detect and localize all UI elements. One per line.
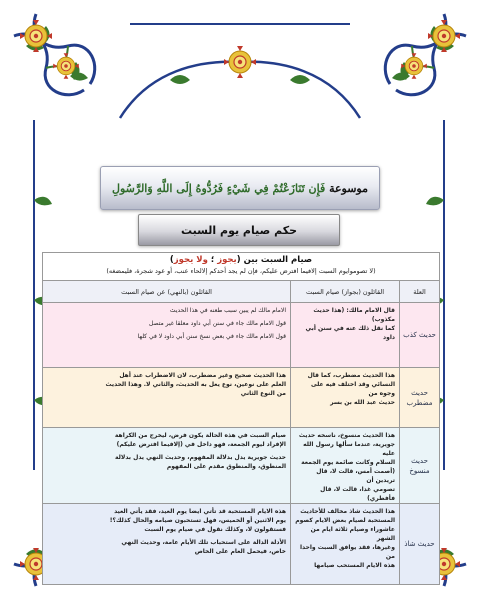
forbid-line: الأدلة الدالة على استحباب تلك الأيام عامة، وحديث النهي <box>121 539 286 546</box>
forbid-line: حديث جويرية يدل بدلالة المفهوم، وحديث النهي يدل بدلالة <box>114 454 286 461</box>
allow-line: هذا الحديث منسوخ، ناسخه حديث <box>298 432 395 439</box>
title-text <box>112 182 368 195</box>
table-heading <box>43 253 439 281</box>
allow-line: حديث عبد الله بن بسر <box>330 399 395 406</box>
forbid-cell <box>43 428 290 503</box>
row-reason: حديث كذب <box>399 303 439 367</box>
allow-line: جويرية، عندما سألها رسول الله عليه <box>303 441 395 457</box>
allow-line: وغيرها، فقد يوافق السبت واحدا من <box>299 544 395 560</box>
allow-line: المستحبة لصيام بعض الايام كصوم <box>295 517 395 524</box>
forbid-line: من النوع الثاني <box>240 390 286 397</box>
forbidden-word: ولا يجوز <box>173 255 208 265</box>
table-row <box>43 428 439 504</box>
allow-line: قال الامام مالك: (هذا حديث مكذوب) <box>313 307 395 323</box>
allow-line: كما نقل ذلك عنه في سنن أبي داود <box>305 325 395 341</box>
title-separator: ؛ <box>207 255 218 265</box>
table-title <box>43 253 439 266</box>
forbid-cell <box>43 303 290 367</box>
forbid-line: المنطوق، والمنطوق مقدم على المفهوم <box>166 463 286 470</box>
subtitle-banner <box>138 214 340 246</box>
title-banner <box>100 166 380 210</box>
col-allow: القائلون (بجواز) صيام السبت <box>290 281 399 302</box>
forbid-line: هذا الحديث صحيح وغير مضطرب، لان الاضطراب عند أهل <box>119 372 286 379</box>
hadith-text: (لا تصوموايوم السبت إلافيما افترض عليكم، فإن لم يجد أحدكم إلالحاء عنب، أو عود شجرة، فليمضغه) <box>106 267 376 275</box>
allow-line: عاشوراء وصيام ثلاثة ايام من الشهر <box>310 526 395 542</box>
allow-line: النسائي وقد اختلف فيه على وجوه من <box>311 381 395 397</box>
column-headers <box>43 281 439 303</box>
title-close: ) <box>169 255 174 265</box>
allow-cell <box>290 504 399 584</box>
allow-cell <box>290 428 399 503</box>
forbid-line: قول الامام مالك جاء في بعض نسخ سنن أبي داود لا في كلها <box>137 333 286 340</box>
allowed-word: يجوز <box>217 255 237 265</box>
allow-line: هذا الحديث مضطرب، كما قال <box>307 372 395 379</box>
title-part: صيام السبت بين ( <box>236 255 313 265</box>
allow-cell <box>290 303 399 367</box>
allow-line: هذا الحديث شاذ مخالف للأحاديث <box>300 508 395 515</box>
forbid-line: يوم الاثنين أو الخميس، فهل تستحبون صيامه والحال كذلك؟! <box>109 517 286 524</box>
table-row <box>43 368 439 428</box>
forbid-line: العلم على نوعين، نوع يعل به الحديث، والثاني لا. وهذا الحديث <box>105 381 286 388</box>
forbid-line: قول الامام مالك جاء في سنن أبي داود معلقا غير متصل <box>148 320 286 327</box>
forbid-line: صيام السبت في هذه الحالة يكون فرض، ليخرج من الكراهة <box>114 432 286 439</box>
forbid-line: خاص، فيحمل العام على الخاص <box>194 548 286 555</box>
forbid-line: فستقولون لا، وكذلك نقول في صيام يوم السبت <box>144 526 286 533</box>
forbid-cell <box>43 368 290 427</box>
forbid-line: الامام مالك لم يبين سبب طعنه في هذا الحديث <box>169 307 286 314</box>
allow-line: السلام وكانت صائمة يوم الجمعة <box>301 459 395 466</box>
table-row <box>43 303 439 368</box>
row-reason: حديث منسوخ <box>399 428 439 503</box>
table-row <box>43 504 439 584</box>
subtitle-text: حكم صيام يوم السبت <box>180 223 298 237</box>
row-reason: حديث شاذ <box>399 504 439 584</box>
comparison-table <box>42 252 440 585</box>
allow-line: تصومي غدا، قالت لا، قال فأفطري) <box>320 486 395 502</box>
allow-cell <box>290 368 399 427</box>
forbid-cell <box>43 504 290 584</box>
col-reason: العلة <box>399 281 439 302</box>
allow-line: هذه الايام المستحب صيامها <box>314 562 395 569</box>
quran-verse: فَإِن تَنَازَعْتُمْ فِي شَيْءٍ فَرُدُّوهُ إِلَى اللَّهِ وَالرَّسُولِ <box>111 181 326 195</box>
title-prefix: موسوعة <box>329 181 368 195</box>
row-reason: حديث مضطرب <box>399 368 439 427</box>
forbid-line: هذه الايام المستحبة قد تأتي ايضا يوم العيد، فقد يأتي العيد <box>114 508 286 515</box>
allow-line: (أصمت أمس، قالت لا، قال تريدين أن <box>316 468 395 484</box>
forbid-line: الإفراد ليوم الجمعة، فهو داخل في (إلافيما افترض عليكم) <box>116 441 286 448</box>
col-forbid: القائلون (بالنهي) عن صيام السبت <box>121 287 212 296</box>
